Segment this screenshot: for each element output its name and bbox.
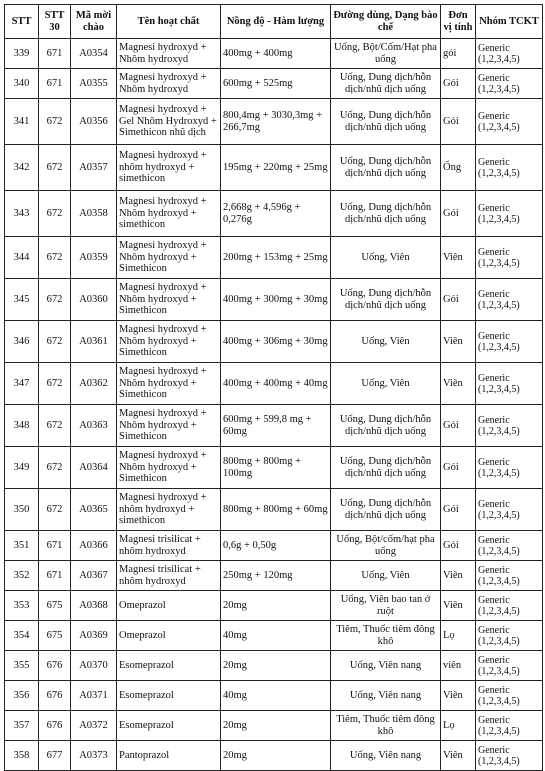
cell-strength: 200mg + 153mg + 25mg — [221, 237, 331, 279]
cell-ingredient: Magnesi hydroxyd + Nhôm hydroxyd + Simethicon — [117, 363, 221, 405]
cell-code: A0356 — [71, 99, 117, 145]
cell-group: Generic (1,2,3,4,5) — [476, 489, 543, 531]
cell-route: Tiêm, Thuốc tiêm đông khô — [331, 621, 441, 651]
cell-unit: Viên — [441, 591, 476, 621]
cell-stt: 350 — [5, 489, 39, 531]
header-group: Nhóm TCKT — [476, 5, 543, 39]
cell-code: A0368 — [71, 591, 117, 621]
table-row — [5, 711, 543, 741]
table-row — [5, 681, 543, 711]
cell-strength: 600mg + 525mg — [221, 69, 331, 99]
cell-stt: 356 — [5, 681, 39, 711]
cell-ingredient: Esomeprazol — [117, 651, 221, 681]
cell-group: Generic (1,2,3,4,5) — [476, 321, 543, 363]
cell-stt30: 672 — [39, 279, 71, 321]
cell-strength: 20mg — [221, 651, 331, 681]
cell-unit: Gói — [441, 69, 476, 99]
cell-stt30: 672 — [39, 237, 71, 279]
table-row — [5, 145, 543, 191]
cell-stt: 347 — [5, 363, 39, 405]
cell-unit: Viên — [441, 741, 476, 771]
cell-group: Generic (1,2,3,4,5) — [476, 591, 543, 621]
cell-route: Uống, Dung dịch/hỗn dịch/nhũ dịch uống — [331, 447, 441, 489]
cell-strength: 400mg + 300mg + 30mg — [221, 279, 331, 321]
cell-strength: 195mg + 220mg + 25mg — [221, 145, 331, 191]
cell-stt30: 675 — [39, 621, 71, 651]
cell-ingredient: Magnesi hydroxyd + Nhôm hydroxyd + Simethicon — [117, 405, 221, 447]
cell-strength: 800mg + 800mg + 60mg — [221, 489, 331, 531]
cell-route: Uống, Dung dịch/hỗn dịch/nhũ dịch uống — [331, 489, 441, 531]
cell-stt: 352 — [5, 561, 39, 591]
cell-stt: 357 — [5, 711, 39, 741]
cell-route: Uống, Viên — [331, 363, 441, 405]
cell-stt30: 672 — [39, 447, 71, 489]
table-header-row — [5, 5, 543, 39]
table-row — [5, 99, 543, 145]
cell-stt30: 672 — [39, 363, 71, 405]
cell-group: Generic (1,2,3,4,5) — [476, 39, 543, 69]
table-row — [5, 561, 543, 591]
cell-group: Generic (1,2,3,4,5) — [476, 405, 543, 447]
table-row — [5, 405, 543, 447]
cell-ingredient: Magnesi hydroxyd + Nhôm hydroxyd + Simethicon — [117, 447, 221, 489]
cell-group: Generic (1,2,3,4,5) — [476, 681, 543, 711]
table-row — [5, 69, 543, 99]
cell-ingredient: Magnesi hydroxyd + nhôm hydroxyd + simethicon — [117, 145, 221, 191]
cell-route: Uống, Viên nang — [331, 741, 441, 771]
table-row — [5, 237, 543, 279]
cell-code: A0360 — [71, 279, 117, 321]
cell-stt30: 671 — [39, 531, 71, 561]
cell-unit: Viên — [441, 321, 476, 363]
table-row — [5, 531, 543, 561]
cell-code: A0372 — [71, 711, 117, 741]
cell-ingredient: Magnesi hydroxyd + Nhôm hydroxyd — [117, 39, 221, 69]
cell-ingredient: Magnesi hydroxyd + Nhôm hydroxyd — [117, 69, 221, 99]
cell-stt30: 672 — [39, 489, 71, 531]
table-row — [5, 741, 543, 771]
cell-strength: 400mg + 306mg + 30mg — [221, 321, 331, 363]
cell-strength: 20mg — [221, 711, 331, 741]
cell-stt: 358 — [5, 741, 39, 771]
cell-unit: Lọ — [441, 711, 476, 741]
cell-group: Generic (1,2,3,4,5) — [476, 531, 543, 561]
cell-unit: Viên — [441, 237, 476, 279]
cell-stt: 354 — [5, 621, 39, 651]
cell-unit: Viên — [441, 363, 476, 405]
cell-stt: 341 — [5, 99, 39, 145]
table-row — [5, 279, 543, 321]
cell-route: Uống, Viên — [331, 237, 441, 279]
cell-ingredient: Omeprazol — [117, 591, 221, 621]
cell-ingredient: Magnesi hydroxyd + Gel Nhôm Hydroxyd + Simethicon nhũ dịch — [117, 99, 221, 145]
cell-stt30: 672 — [39, 99, 71, 145]
cell-group: Generic (1,2,3,4,5) — [476, 561, 543, 591]
cell-code: A0371 — [71, 681, 117, 711]
cell-stt30: 677 — [39, 741, 71, 771]
cell-stt30: 672 — [39, 321, 71, 363]
cell-ingredient: Magnesi hydroxyd + Nhôm hydroxyd + Simethicon — [117, 237, 221, 279]
cell-group: Generic (1,2,3,4,5) — [476, 711, 543, 741]
table-row — [5, 191, 543, 237]
cell-unit: Gói — [441, 99, 476, 145]
cell-group: Generic (1,2,3,4,5) — [476, 99, 543, 145]
cell-strength: 2,668g + 4,596g + 0,276g — [221, 191, 331, 237]
cell-strength: 800,4mg + 3030,3mg + 266,7mg — [221, 99, 331, 145]
cell-code: A0365 — [71, 489, 117, 531]
cell-stt: 346 — [5, 321, 39, 363]
cell-stt30: 675 — [39, 591, 71, 621]
cell-unit: Viên — [441, 681, 476, 711]
cell-group: Generic (1,2,3,4,5) — [476, 279, 543, 321]
cell-route: Uống, Dung dịch/hỗn dịch/nhũ dịch uống — [331, 279, 441, 321]
cell-stt: 355 — [5, 651, 39, 681]
cell-group: Generic (1,2,3,4,5) — [476, 741, 543, 771]
cell-unit: Gói — [441, 447, 476, 489]
cell-code: A0364 — [71, 447, 117, 489]
cell-code: A0354 — [71, 39, 117, 69]
cell-route: Uống, Dung dịch/hỗn dịch/nhũ dịch uống — [331, 191, 441, 237]
cell-route: Uống, Viên nang — [331, 681, 441, 711]
cell-strength: 40mg — [221, 621, 331, 651]
cell-code: A0373 — [71, 741, 117, 771]
table-row — [5, 321, 543, 363]
cell-ingredient: Magnesi hydroxyd + Nhôm hydroxyd + Simethicon — [117, 279, 221, 321]
cell-stt30: 672 — [39, 145, 71, 191]
cell-stt: 351 — [5, 531, 39, 561]
cell-route: Uống, Viên bao tan ở ruột — [331, 591, 441, 621]
table-row — [5, 621, 543, 651]
cell-stt: 348 — [5, 405, 39, 447]
header-stt30: STT 30 — [39, 5, 71, 39]
cell-route: Tiêm, Thuốc tiêm đông khô — [331, 711, 441, 741]
cell-route: Uống, Viên — [331, 561, 441, 591]
cell-strength: 400mg + 400mg — [221, 39, 331, 69]
cell-group: Generic (1,2,3,4,5) — [476, 145, 543, 191]
cell-ingredient: Magnesi hydroxyd + Nhôm hydroxyd + simethicon — [117, 191, 221, 237]
cell-code: A0370 — [71, 651, 117, 681]
cell-group: Generic (1,2,3,4,5) — [476, 447, 543, 489]
cell-group: Generic (1,2,3,4,5) — [476, 191, 543, 237]
cell-ingredient: Omeprazol — [117, 621, 221, 651]
cell-code: A0357 — [71, 145, 117, 191]
cell-ingredient: Magnesi trisilicat + nhôm hydroxyd — [117, 561, 221, 591]
cell-stt30: 672 — [39, 405, 71, 447]
cell-stt30: 672 — [39, 191, 71, 237]
cell-code: A0355 — [71, 69, 117, 99]
header-stt: STT — [5, 5, 39, 39]
cell-strength: 20mg — [221, 591, 331, 621]
cell-group: Generic (1,2,3,4,5) — [476, 69, 543, 99]
cell-unit: viên — [441, 651, 476, 681]
cell-unit: Lọ — [441, 621, 476, 651]
cell-route: Uống, Bột/Cốm/Hạt pha uống — [331, 39, 441, 69]
header-ingredient: Tên hoạt chất — [117, 5, 221, 39]
cell-unit: Gói — [441, 489, 476, 531]
table-row — [5, 651, 543, 681]
header-route: Đường dùng, Dạng bào chế — [331, 5, 441, 39]
cell-strength: 0,6g + 0,50g — [221, 531, 331, 561]
cell-stt30: 676 — [39, 711, 71, 741]
cell-route: Uống, Dung dịch/hỗn dịch/nhũ dịch uống — [331, 69, 441, 99]
header-unit: Đơn vị tính — [441, 5, 476, 39]
cell-stt: 344 — [5, 237, 39, 279]
cell-code: A0359 — [71, 237, 117, 279]
cell-ingredient: Magnesi hydroxyd + nhôm hydroxyd + simethicon — [117, 489, 221, 531]
cell-code: A0361 — [71, 321, 117, 363]
table-row — [5, 363, 543, 405]
cell-stt: 343 — [5, 191, 39, 237]
cell-strength: 400mg + 400mg + 40mg — [221, 363, 331, 405]
cell-route: Uống, Dung dịch/hỗn dịch/nhũ dịch uống — [331, 145, 441, 191]
cell-code: A0369 — [71, 621, 117, 651]
cell-group: Generic (1,2,3,4,5) — [476, 363, 543, 405]
header-strength: Nồng độ - Hàm lượng — [221, 5, 331, 39]
cell-ingredient: Esomeprazol — [117, 711, 221, 741]
cell-code: A0366 — [71, 531, 117, 561]
table-body — [5, 39, 543, 771]
cell-route: Uống, Dung dịch/hỗn dịch/nhũ dịch uống — [331, 99, 441, 145]
header-code: Mã mời chào — [71, 5, 117, 39]
cell-stt: 349 — [5, 447, 39, 489]
cell-unit: Ống — [441, 145, 476, 191]
cell-route: Uống, Dung dịch/hỗn dịch/nhũ dịch uống — [331, 405, 441, 447]
table-row — [5, 447, 543, 489]
cell-strength: 250mg + 120mg — [221, 561, 331, 591]
cell-strength: 600mg + 599,8 mg + 60mg — [221, 405, 331, 447]
cell-stt: 340 — [5, 69, 39, 99]
cell-unit: Gói — [441, 405, 476, 447]
cell-route: Uống, Viên — [331, 321, 441, 363]
cell-code: A0367 — [71, 561, 117, 591]
cell-stt: 342 — [5, 145, 39, 191]
cell-ingredient: Magnesi hydroxyd + Nhôm hydroxyd + Simethicon — [117, 321, 221, 363]
table-row — [5, 39, 543, 69]
cell-unit: Gói — [441, 279, 476, 321]
cell-stt30: 676 — [39, 681, 71, 711]
cell-group: Generic (1,2,3,4,5) — [476, 237, 543, 279]
cell-unit: Gói — [441, 191, 476, 237]
cell-stt30: 671 — [39, 69, 71, 99]
cell-stt30: 671 — [39, 39, 71, 69]
table-row — [5, 591, 543, 621]
cell-route: Uống, Viên nang — [331, 651, 441, 681]
drug-list-table — [4, 4, 543, 771]
cell-stt: 345 — [5, 279, 39, 321]
cell-strength: 40mg — [221, 681, 331, 711]
cell-unit: Gói — [441, 531, 476, 561]
cell-group: Generic (1,2,3,4,5) — [476, 621, 543, 651]
cell-ingredient: Magnesi trisilicat + nhôm hydroxyd — [117, 531, 221, 561]
cell-strength: 20mg — [221, 741, 331, 771]
cell-code: A0362 — [71, 363, 117, 405]
cell-ingredient: Esomeprazol — [117, 681, 221, 711]
cell-code: A0358 — [71, 191, 117, 237]
cell-group: Generic (1,2,3,4,5) — [476, 651, 543, 681]
cell-stt30: 676 — [39, 651, 71, 681]
table-row — [5, 489, 543, 531]
cell-stt: 353 — [5, 591, 39, 621]
cell-stt30: 671 — [39, 561, 71, 591]
cell-strength: 800mg + 800mg + 100mg — [221, 447, 331, 489]
cell-ingredient: Pantoprazol — [117, 741, 221, 771]
cell-route: Uống, Bột/cốm/hạt pha uống — [331, 531, 441, 561]
cell-stt: 339 — [5, 39, 39, 69]
cell-unit: Viên — [441, 561, 476, 591]
cell-code: A0363 — [71, 405, 117, 447]
cell-unit: gói — [441, 39, 476, 69]
